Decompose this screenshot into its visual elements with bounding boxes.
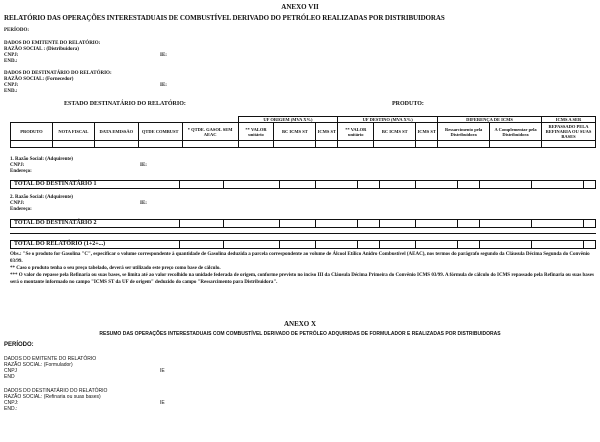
report-total-label: TOTAL DO RELATÓRIO (1+2+...) — [14, 241, 106, 247]
col-qtde-combust: QTDE COMBUST — [138, 123, 182, 141]
annex7-recipient-title: DADOS DO DESTINATÁRIO DO RELATÓRIO: — [4, 71, 112, 76]
entry1-total-label: TOTAL DO DESTINATÁRIO 1 — [14, 181, 97, 187]
entry2-total-label: TOTAL DO DESTINATÁRIO 2 — [14, 220, 97, 226]
col-ressarcimento: Ressarcimento pela Distribuidora — [438, 123, 490, 141]
col-qtde-gasol: * QTDE. GASOL SEM AEAC — [182, 123, 238, 141]
note-obs: Obs.: "Se o produto for Gasolina "C", especificar o volume correspondente à quantidade de Gasolina deduzida a parcela correspondente ao volume de Álcool Etílico Anidro Combustível (AEAC), nos termos do parágrafo segundo da Cláusula Décima Segunda do Convênio 03/99. — [10, 252, 590, 264]
col-produto: PRODUTO — [11, 123, 53, 141]
entry1-total-bar — [10, 180, 596, 189]
entry2-social: 2. Razão Social: (Adquirente) — [10, 195, 73, 200]
col-repassado: REPASSADO PELA REFINARIA OU SUAS BASES — [541, 123, 595, 141]
annex7-period: PERÍODO: — [4, 28, 29, 33]
annex7-recipient-ie: IE: — [160, 83, 167, 88]
col-data-emissao: DATA EMISSÃO — [94, 123, 138, 141]
annex10-recipient-ie: IE — [160, 400, 165, 406]
report-total-bar — [10, 240, 596, 249]
group-header-uf-origem: UF ORIGEM (MVA X%) — [238, 117, 338, 123]
annex7-issuer-name: RAZÃO SOCIAL : (Distribuidora) — [4, 47, 79, 52]
annex10-heading: RESUMO DAS OPERAÇÕES INTERESTADUAIS COM COMBUSTÍVEL DERIVADO DE PETRÓLEO ADQUIRIDAS DE FORMULADOR E REALIZADAS POR DISTRIBUIDORAS — [99, 331, 501, 337]
product-label: PRODUTO: — [392, 101, 424, 107]
col-bc-icms-destino: BC ICMS ST — [374, 123, 416, 141]
annex10-issuer-title: DADOS DO EMITENTE DO RELATÓRIO — [4, 356, 97, 362]
annex7-recipient-end: END.: — [4, 89, 18, 94]
group-header-diferenca-icms: DIFERENÇA DE ICMS — [438, 117, 542, 123]
annex10-issuer-end: END — [4, 374, 15, 380]
entry1-ie: IE: — [140, 163, 147, 168]
entry2-ie: IE: — [140, 201, 147, 206]
entry2-cnpj: CNPJ: — [10, 201, 25, 206]
entry2-address: Endereço: — [10, 207, 32, 212]
col-valor-origem: ** VALOR unitário — [238, 123, 274, 141]
entry2-total-bar — [10, 219, 596, 228]
annex10-recipient-name: RAZÃO SOCIAL: (Refinaria ou suas bases) — [4, 394, 101, 400]
annex7-issuer-ie: IE: — [160, 53, 167, 58]
annex10-period: PERÍODO: — [4, 342, 34, 348]
group-header-uf-destino: UF DESTINO (MVA X%) — [338, 117, 438, 123]
entry1-cnpj: CNPJ: — [10, 163, 25, 168]
annex10-issuer-ie: IE — [160, 368, 165, 374]
col-complementar: A Complementar pela Distribuidora — [490, 123, 542, 141]
col-nota-fiscal: NOTA FISCAL — [52, 123, 94, 141]
state-label: ESTADO DESTINATÁRIO DO RELATÓRIO: — [64, 101, 186, 107]
entry1-social: 1. Razão Social: (Adquirente) — [10, 157, 73, 162]
col-icms-st-origem: ICMS ST — [316, 123, 338, 141]
col-icms-st-destino: ICMS ST — [416, 123, 438, 141]
annex7-recipient-cnpj: CNPJ: — [4, 83, 19, 88]
annex7-issuer-cnpj: CNPJ: — [4, 53, 19, 58]
operations-table — [10, 116, 596, 148]
annex10-recipient-title: DADOS DO DESTINATÁRIO DO RELATÓRIO — [4, 388, 108, 394]
note-preco: ** Caso o produto tenha o seu preço tabelado, deverá ser utilizado este preço como base de cálculo. — [10, 266, 221, 271]
annex7-issuer-title: DADOS DO EMITENTE DO RELATÓRIO: — [4, 41, 101, 46]
annex10-issuer-name: RAZÃO SOCIAL: (Formulador) — [4, 362, 73, 368]
annex7-heading: RELATÓRIO DAS OPERAÇÕES INTERESTADUAIS DE COMBUSTÍVEL DERIVADO DO PETRÓLEO REALIZADAS POR DISTRIBUIDORAS — [4, 14, 445, 22]
annex10-title: ANEXO X — [283, 320, 317, 328]
annex10-issuer-cnpj: CNPJ — [4, 368, 18, 374]
annex7-recipient-name: RAZÃO SOCIAL: (Fornecedor) — [4, 77, 74, 82]
note-repasse: *** O valor do repasse pela Refinaria ou suas bases, se limita até ao valor recolhido na unidade federada de origem, conforme previsto no inciso III da Cláusula Décima Primeira do Convênio ICMS 03/99. A fórmula de cálculo do ICMS repassado pela Refinaria ou suas bases será o montante informado no campo "ICMS ST da UF de origem" deduzido do campo "Ressarcimento para Distribuidora". — [10, 273, 594, 285]
annex7-issuer-end: END.: — [4, 59, 18, 64]
entry1-address: Endereço: — [10, 169, 32, 174]
divider — [10, 233, 596, 234]
col-bc-icms-origem: BC ICMS ST — [274, 123, 316, 141]
col-valor-destino: ** VALOR unitário — [338, 123, 374, 141]
group-header-icms-a-ser: ICMS A SER — [541, 117, 595, 123]
annex10-recipient-end: END.: — [4, 406, 18, 412]
annex7-title: ANEXO VII — [281, 3, 319, 11]
annex10-recipient-cnpj: CNPJ: — [4, 400, 19, 406]
